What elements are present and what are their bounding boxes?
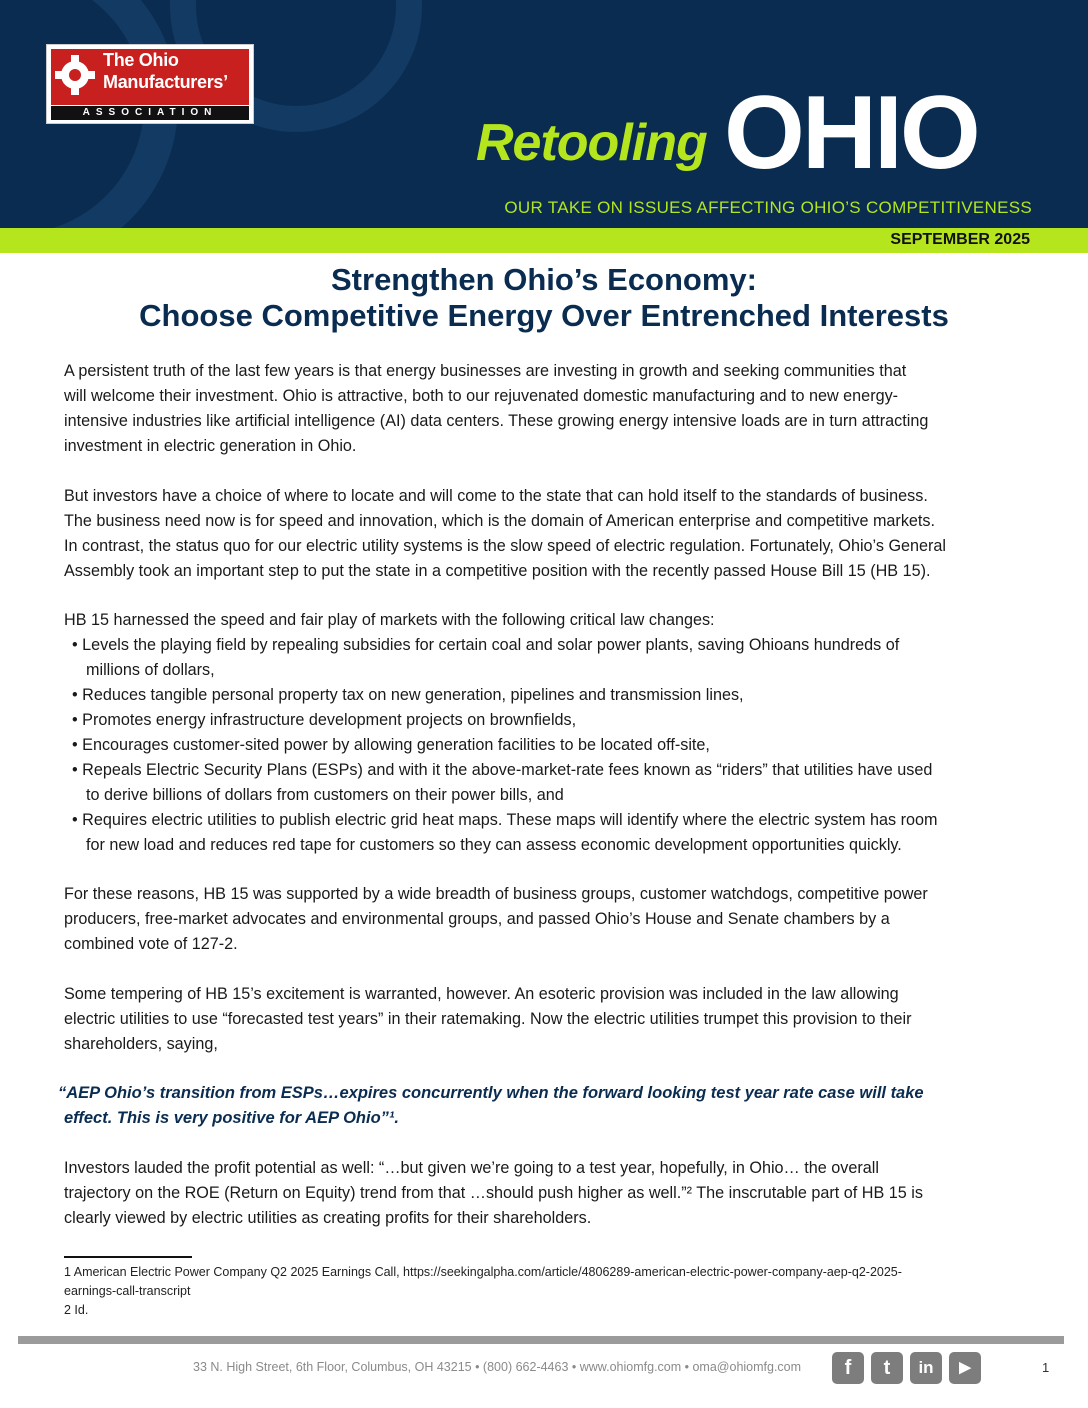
list-item-continuation: for new load and reduces red tape for customers so they can assess economic development opportunities quickly. — [86, 836, 902, 854]
footer-address: 33 N. High Street, 6th Floor, Columbus, OH 43215 • (800) 662-4463 • www.ohiomfg.com • oma@ohiomfg.com — [193, 1360, 802, 1374]
paragraph-6 — [64, 1156, 1034, 1231]
youtube-icon[interactable]: ▶ — [949, 1352, 981, 1384]
text-line: HB 15 harnessed the speed and fair play of markets with the following critical law changes: — [64, 611, 715, 629]
paragraph-3-intro — [64, 608, 1034, 633]
paragraph-2 — [64, 484, 1034, 584]
text-line: Assembly took an important step to put the state in a competitive position with the recently passed House Bill 15 (HB 15). — [64, 562, 931, 580]
list-item: • Promotes energy infrastructure development projects on brownfields, — [72, 711, 577, 729]
header-banner — [0, 0, 1088, 228]
text-line: shareholders, saying, — [64, 1035, 218, 1053]
text-line: intensive industries like artificial intelligence (AI) data centers. These growing energy intensive loads are in turn attracting — [64, 412, 929, 430]
linkedin-icon[interactable]: in — [910, 1352, 942, 1384]
header-subtitle: OUR TAKE ON ISSUES AFFECTING OHIO’S COMPETITIVENESS — [504, 198, 1032, 217]
paragraph-5 — [64, 982, 1034, 1057]
list-item: • Encourages customer-sited power by allowing generation facilities to be located off-site, — [72, 736, 710, 754]
brand-ohio: OHIO — [724, 75, 978, 191]
text-line: Some tempering of HB 15’s excitement is warranted, however. An esoteric provision was included in the law allowing — [64, 985, 899, 1003]
text-line: In contrast, the status quo for our electric utility systems is the slow speed of electric regulation. Fortunately, Ohio’s General — [64, 537, 947, 555]
footnotes — [64, 1263, 902, 1320]
text-line: producers, free-market advocates and environmental groups, and passed Ohio’s House and Senate chambers by a — [64, 910, 890, 928]
paragraph-4 — [64, 882, 1034, 957]
paragraph-1 — [64, 359, 1034, 459]
footnote-2: 2 Id. — [64, 1303, 89, 1317]
text-line: electric utilities to use “forecasted test years” in their ratemaking. Now the electric utilities trumpet this provision to their — [64, 1010, 912, 1028]
text-line: For these reasons, HB 15 was supported by a wide breadth of business groups, customer watchdogs, competitive power — [64, 885, 928, 903]
list-item-continuation: millions of dollars, — [86, 661, 215, 679]
list-item: • Requires electric utilities to publish electric grid heat maps. These maps will identify where the electric system has room — [72, 811, 938, 829]
brand-retooling: Retooling — [476, 114, 707, 172]
article-title-line2: Choose Competitive Energy Over Entrenched Interests — [139, 298, 949, 333]
list-item: • Repeals Electric Security Plans (ESPs) and with it the above-market-rate fees known as “riders” that utilities have used — [72, 761, 933, 779]
gear-logo-icon — [53, 53, 97, 97]
text-line: Investors lauded the profit potential as well: “…but given we’re going to a test year, hopefully, in Ohio… the overall — [64, 1159, 879, 1177]
footnote-divider — [64, 1256, 192, 1258]
article-title-line1: Strengthen Ohio’s Economy: — [331, 262, 757, 297]
quote-line: “AEP Ohio’s transition from ESPs…expires concurrently when the forward looking test year rate case will take — [58, 1084, 924, 1102]
facebook-icon[interactable]: f — [832, 1352, 864, 1384]
text-line: trajectory on the ROE (Return on Equity) trend from that …should push higher as well.”² The inscrutable part of HB 15 is — [64, 1184, 923, 1202]
text-line: clearly viewed by electric utilities as creating profits for their shareholders. — [64, 1209, 592, 1227]
text-line: A persistent truth of the last few years is that energy businesses are investing in growth and seeking communities that — [64, 362, 907, 380]
page-number: 1 — [1042, 1360, 1050, 1375]
logo-line2: Manufacturers’ — [103, 72, 228, 92]
footnote-1-continued: earnings-call-transcript — [64, 1284, 191, 1298]
issue-date: SEPTEMBER 2025 — [890, 231, 1030, 248]
logo-association: ASSOCIATION — [51, 106, 249, 120]
quote-line: effect. This is very positive for AEP Ohio”¹. — [64, 1109, 399, 1127]
footnote-1: 1 American Electric Power Company Q2 2025 Earnings Call, https://seekingalpha.com/article/4806289-american-electric-power-company-aep-q2-2025- — [64, 1265, 902, 1279]
text-line: The business need now is for speed and innovation, which is the domain of American enterprise and competitive markets. — [64, 512, 936, 530]
oma-logo — [46, 44, 254, 124]
text-line: will welcome their investment. Ohio is attractive, both to our rejuvenated domestic manufacturing and to new energy- — [64, 387, 899, 405]
list-item: • Levels the playing field by repealing subsidies for certain coal and solar power plants, saving Ohioans hundreds of — [72, 636, 900, 654]
logo-line1: The Ohio — [103, 50, 179, 70]
logo-name — [103, 49, 228, 93]
text-line: investment in electric generation in Ohio. — [64, 437, 357, 455]
list-item-continuation: to derive billions of dollars from customers on their power bills, and — [86, 786, 564, 804]
bullet-list — [72, 633, 1032, 858]
footer-divider — [18, 1336, 1064, 1344]
text-line: combined vote of 127-2. — [64, 935, 238, 953]
twitter-icon[interactable]: t — [871, 1352, 903, 1384]
list-item: • Reduces tangible personal property tax on new generation, pipelines and transmission lines, — [72, 686, 744, 704]
text-line: But investors have a choice of where to locate and will come to the state that can hold itself to the standards of business. — [64, 487, 928, 505]
pull-quote — [58, 1081, 1038, 1131]
